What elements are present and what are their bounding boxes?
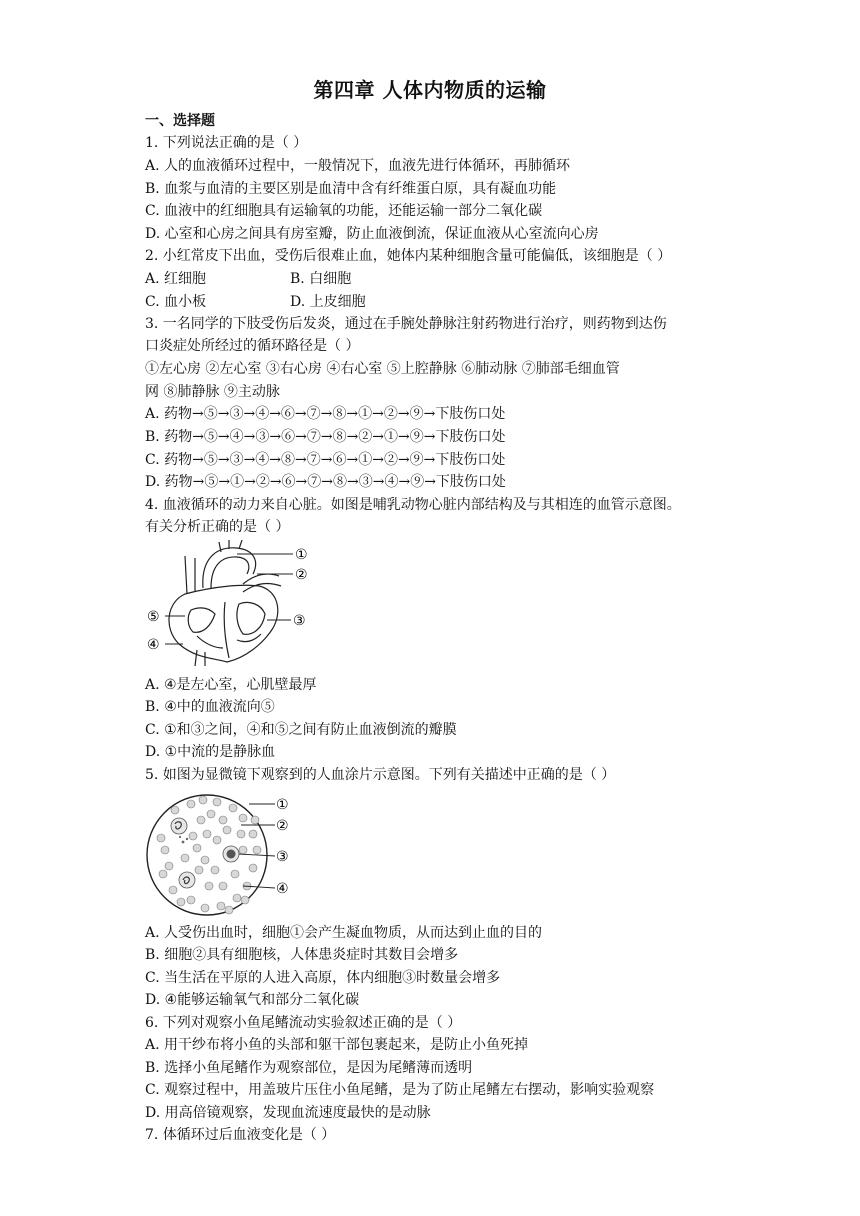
question-3-stem-line-2: 口炎症处所经过的循环路径是（ ） [145,338,360,354]
red-blood-cell [177,898,185,906]
red-blood-cell [239,814,247,822]
red-blood-cell [231,870,239,878]
red-blood-cell [169,886,177,894]
question-1-option-a: A. 人的血液循环过程中，一般情况下，血液先进行体循环，再肺循环 [145,158,571,174]
red-blood-cell [181,854,189,862]
red-blood-cell [239,846,247,854]
question-4-option-c: C. ①和③之间，④和⑤之间有防止血液倒流的瓣膜 [145,722,457,738]
red-blood-cell [213,798,221,806]
blood-smear-figure [145,790,305,920]
question-5-option-c: C. 当生活在平原的人进入高原，体内细胞③时数量会增多 [145,970,501,986]
smear-label-2: ② [276,818,289,834]
red-blood-cell [187,800,195,808]
question-4-option-b: B. ④中的血液流向⑤ [145,699,275,715]
red-blood-cell [229,804,237,812]
heart-label-4: ④ [147,637,160,653]
question-2-stem: 2. 小红常皮下出血，受伤后很难止血，她体内某种细胞含量可能偏低，该细胞是（ ） [145,248,672,264]
question-4-option-d: D. ①中流的是静脉血 [145,744,276,760]
red-blood-cell [195,866,203,874]
red-blood-cell [159,870,167,878]
question-5-option-d: D. ④能够运输氧气和部分二氧化碳 [145,992,360,1008]
red-blood-cell [241,896,249,904]
question-1-option-c: C. 血液中的红细胞具有运输氧的功能，还能运输一部分二氧化碳 [145,203,543,219]
question-2-option-a: A. 红细胞 [145,271,207,287]
smear-label-3: ③ [276,849,289,865]
red-blood-cell [233,894,241,902]
section-heading: 一、选择题 [145,113,215,129]
page-title: 第四章 人体内物质的运输 [313,78,547,102]
red-blood-cell [223,826,231,834]
red-blood-cell [217,902,225,910]
question-1-option-d: D. 心室和心房之间具有房室瓣，防止血液倒流，保证血液从心室流向心房 [145,226,599,242]
red-blood-cell [249,864,257,872]
red-blood-cell [197,816,205,824]
red-blood-cell [213,836,221,844]
red-blood-cell [203,830,211,838]
question-2-option-d: D. 上皮细胞 [290,294,366,310]
question-6-option-c: C. 观察过程中，用盖玻片压住小鱼尾鳍，是为了防止尾鳍左右摆动，影响实验观察 [145,1082,655,1098]
heart-label-5: ⑤ [147,609,160,625]
red-blood-cell [187,896,195,904]
question-3-key-line-1: ①左心房 ②左心室 ③右心房 ④右心室 ⑤上腔静脉 ⑥肺动脉 ⑦肺部毛细血管 [145,361,620,377]
question-2-option-b: B. 白细胞 [290,271,352,287]
blood-smear-diagram [145,790,305,920]
red-blood-cell [237,830,245,838]
red-blood-cell [199,796,207,804]
red-blood-cell [219,816,227,824]
question-5-option-b: B. 细胞②具有细胞核，人体患炎症时其数目会增多 [145,947,459,963]
red-blood-cell [189,832,197,840]
question-4-stem-line-2: 有关分析正确的是（ ） [145,519,290,535]
question-3-option-b: B. 药物→⑤→④→③→⑥→⑦→⑧→②→①→⑨→下肢伤口处 [145,429,506,445]
question-3-option-a: A. 药物→⑤→③→④→⑥→⑦→⑧→①→②→⑨→下肢伤口处 [145,406,506,422]
smear-label-4: ④ [276,881,289,897]
red-blood-cell [251,816,259,824]
heart-label-3: ③ [293,613,306,629]
red-blood-cell [219,882,227,890]
question-3-key-line-2: 网 ⑧肺静脉 ⑨主动脉 [145,384,280,400]
red-blood-cell [253,846,261,854]
question-3-stem-line-1: 3. 一名同学的下肢受伤后发炎，通过在手腕处静脉注射药物进行治疗，则药物到达伤 [145,316,667,332]
question-4-option-a: A. ④是左心室，心肌壁最厚 [145,677,317,693]
question-5-option-a: A. 人受伤出血时，细胞①会产生凝血物质，从而达到止血的目的 [145,925,543,941]
red-blood-cell [211,866,219,874]
question-2-option-c: C. 血小板 [145,294,207,310]
smear-label-1: ① [276,797,289,813]
heart-diagram [145,540,325,668]
question-6-option-a: A. 用干纱布将小鱼的头部和躯干部包裹起来，是防止小鱼死掉 [145,1037,529,1053]
question-1-option-b: B. 血浆与血清的主要区别是血清中含有纤维蛋白原，具有凝血功能 [145,181,557,197]
red-blood-cell [201,856,209,864]
question-5-stem: 5. 如图为显微镜下观察到的人血涂片示意图。下列有关描述中正确的是（ ） [145,767,616,783]
question-7-stem: 7. 体循环过后血液变化是（ ） [145,1127,336,1143]
question-3-option-c: C. 药物→⑤→③→④→⑧→⑦→⑥→①→②→⑨→下肢伤口处 [145,452,506,468]
red-blood-cell [165,862,173,870]
heart-label-2: ② [295,567,308,583]
red-blood-cell [193,844,201,852]
heart-diagram-figure [145,540,325,668]
red-blood-cell [205,882,213,890]
question-6-option-b: B. 选择小鱼尾鳍作为观察部位，是因为尾鳍薄而透明 [145,1060,473,1076]
red-blood-cell [157,834,165,842]
red-blood-cell [171,806,179,814]
red-blood-cell [225,906,233,914]
question-1-stem: 1. 下列说法正确的是（ ） [145,135,308,151]
question-6-option-d: D. 用高倍镜观察，发现血流速度最快的是动脉 [145,1105,431,1121]
question-3-option-d: D. 药物→⑤→①→②→⑥→⑦→⑧→③→④→⑨→下肢伤口处 [145,474,506,490]
red-blood-cell [161,846,169,854]
question-4-stem-line-1: 4. 血液循环的动力来自心脏。如图是哺乳动物心脏内部结构及与其相连的血管示意图。 [145,497,681,513]
red-blood-cell [201,904,209,912]
question-6-stem: 6. 下列对观察小鱼尾鳍流动实验叙述正确的是（ ） [145,1015,462,1031]
red-blood-cell [249,830,257,838]
red-blood-cell [207,810,215,818]
heart-label-1: ① [295,547,308,563]
